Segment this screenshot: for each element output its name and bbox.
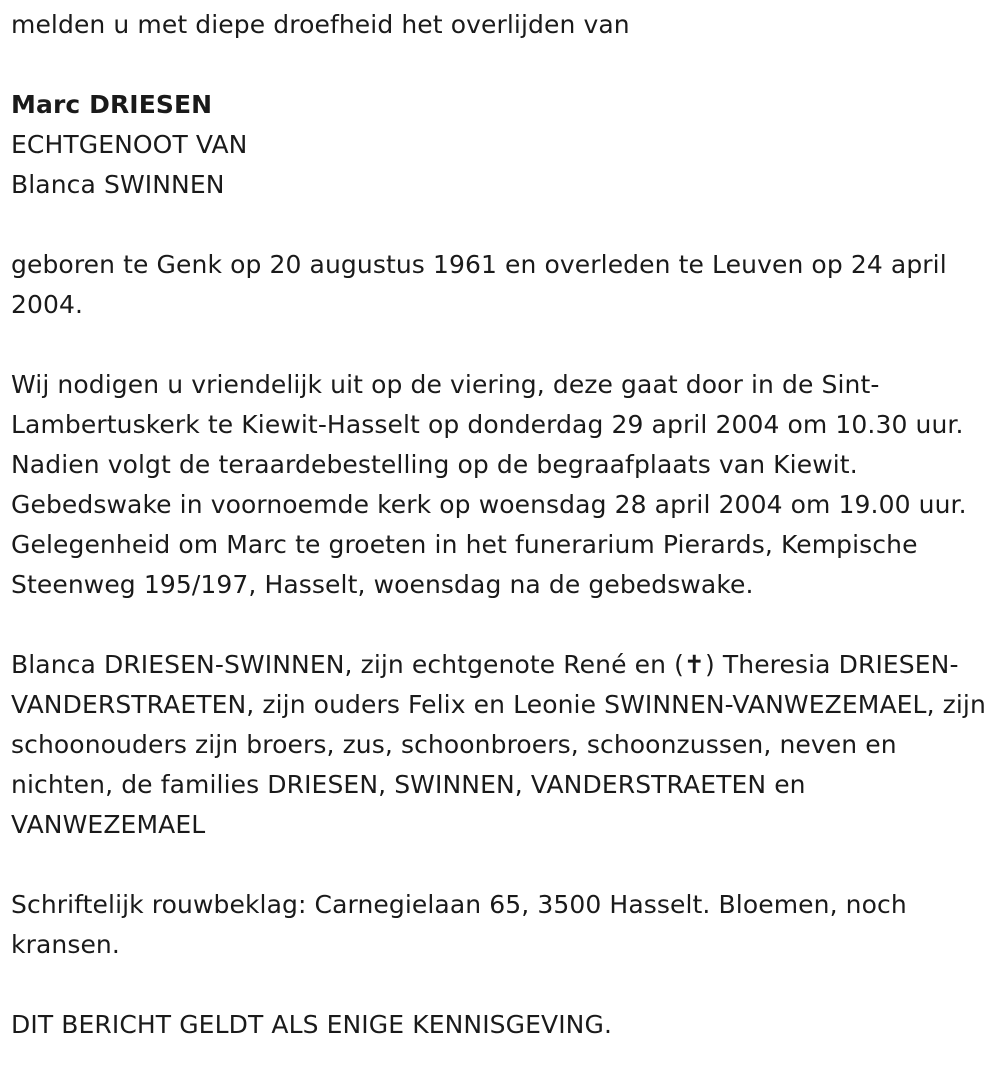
family-paragraph: Blanca DRIESEN-SWINNEN, zijn echtgenote René en (✝) Theresia DRIESEN-VANDERSTRAETEN, zijn ouders Felix en Leonie SWINNEN-VANWEZEMAEL, zijn schoonouders zijn broers, zus, schoonbroers, schoonzussen, neven en nichten, de families DRIESEN, SWINNEN, VANDERSTRAETEN en VANWEZEMAEL: [11, 650, 986, 839]
spouse-name: Blanca SWINNEN: [11, 170, 225, 199]
notice-text: DIT BERICHT GELDT ALS ENIGE KENNISGEVING.: [11, 1010, 612, 1039]
deceased-name: Marc DRIESEN: [11, 90, 213, 119]
condolence-paragraph: Schriftelijk rouwbeklag: Carnegielaan 65, 3500 Hasselt. Bloemen, noch kransen.: [11, 890, 907, 959]
obituary-document: [11, 0, 996, 1045]
relation-label: ECHTGENOOT VAN: [11, 130, 248, 159]
birth-death-paragraph: geboren te Genk op 20 augustus 1961 en overleden te Leuven op 24 april 2004.: [11, 250, 947, 319]
intro-text: melden u met diepe droefheid het overlijden van: [11, 10, 630, 39]
invitation-paragraph: Wij nodigen u vriendelijk uit op de viering, deze gaat door in de Sint-Lambertuskerk te Kiewit-Hasselt op donderdag 29 april 2004 om 10.30 uur. Nadien volgt de teraardebestelling op de begraafplaats van Kiewit. Gebedswake in voornoemde kerk op woensdag 28 april 2004 om 19.00 uur. Gelegenheid om Marc te groeten in het funerarium Pierards, Kempische Steenweg 195/197, Hasselt, woensdag na de gebedswake.: [11, 370, 967, 599]
